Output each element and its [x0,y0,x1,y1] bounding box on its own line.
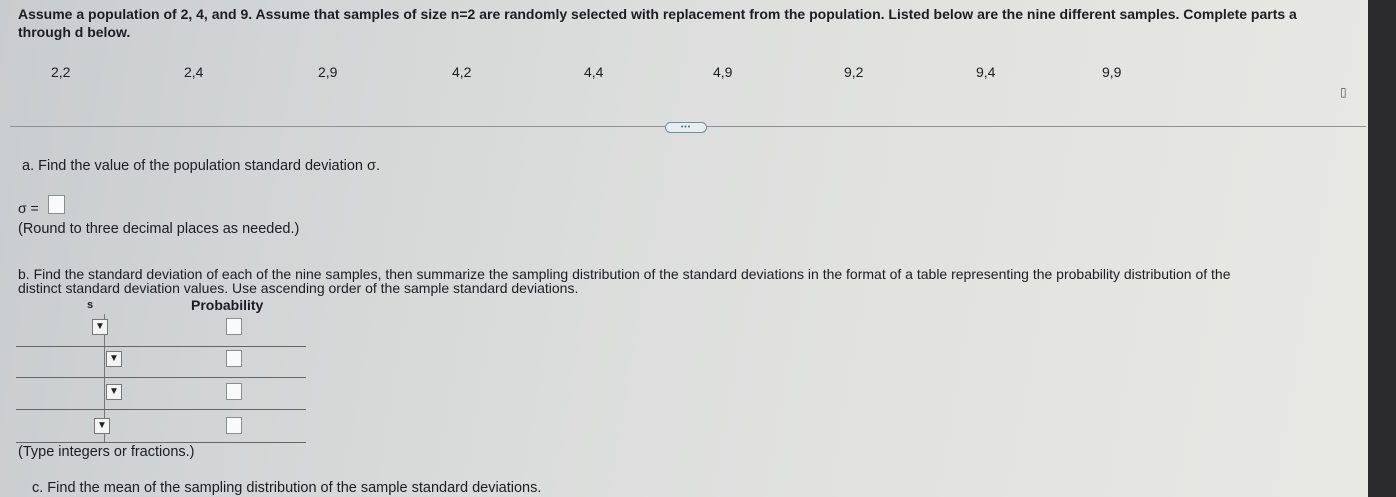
sample-3: 2,9 [318,64,338,80]
s-dropdown-row-2[interactable] [106,351,122,367]
sample-4: 4,2 [452,64,472,80]
table-row-divider [16,442,306,443]
table-row-divider [16,346,306,347]
window-edge [1368,0,1396,497]
part-b-hint: (Type integers or fractions.) [18,444,195,460]
sample-2: 2,4 [184,64,204,80]
sample-8: 9,4 [976,64,996,80]
probability-input-row-2[interactable] [226,350,242,367]
triangle-down-icon: ▼ [109,353,119,364]
probability-input-row-3[interactable] [226,383,242,400]
sample-1: 2,2 [51,64,71,80]
s-dropdown-row-4[interactable] [94,418,110,434]
part-b-question-line-2: distinct standard deviation values. Use ascending order of the sample standard deviations. [18,280,579,296]
sample-5: 4,4 [584,64,604,80]
sigma-answer-input[interactable] [48,195,65,214]
intro-line-2: through d below. [18,24,131,40]
sample-9: 9,9 [1102,64,1122,80]
table-row-divider [16,409,306,410]
probability-input-row-1[interactable] [226,318,242,335]
probability-input-row-4[interactable] [226,417,242,434]
s-dropdown-row-3[interactable] [106,384,122,400]
copy-icon[interactable]: ▯ [1340,85,1347,99]
triangle-down-icon: ▼ [109,386,119,397]
column-header-s: s [87,299,94,311]
column-header-probability: Probability [191,297,264,313]
triangle-down-icon: ▼ [95,321,105,332]
part-c-question: c. Find the mean of the sampling distribution of the sample standard deviations. [32,480,542,496]
part-a-hint: (Round to three decimal places as needed.) [18,221,300,237]
sample-6: 4,9 [713,64,733,80]
s-dropdown-row-1[interactable] [92,319,108,335]
part-a-question: a. Find the value of the population standard deviation σ. [22,158,380,174]
table-row-divider [16,377,306,378]
triangle-down-icon: ▼ [97,420,107,431]
part-b-question-line-1: b. Find the standard deviation of each of the nine samples, then summarize the sampling distribution of the standard deviations in the format of a table representing the probability distribution of the [18,266,1231,282]
expand-more-button[interactable]: ••• [665,122,707,133]
sigma-label: σ = [18,200,39,216]
intro-line-1: Assume a population of 2, 4, and 9. Assume that samples of size n=2 are randomly selected with replacement from the population. Listed below are the nine different samples. Complete parts a [18,6,1297,22]
sample-7: 9,2 [844,64,864,80]
